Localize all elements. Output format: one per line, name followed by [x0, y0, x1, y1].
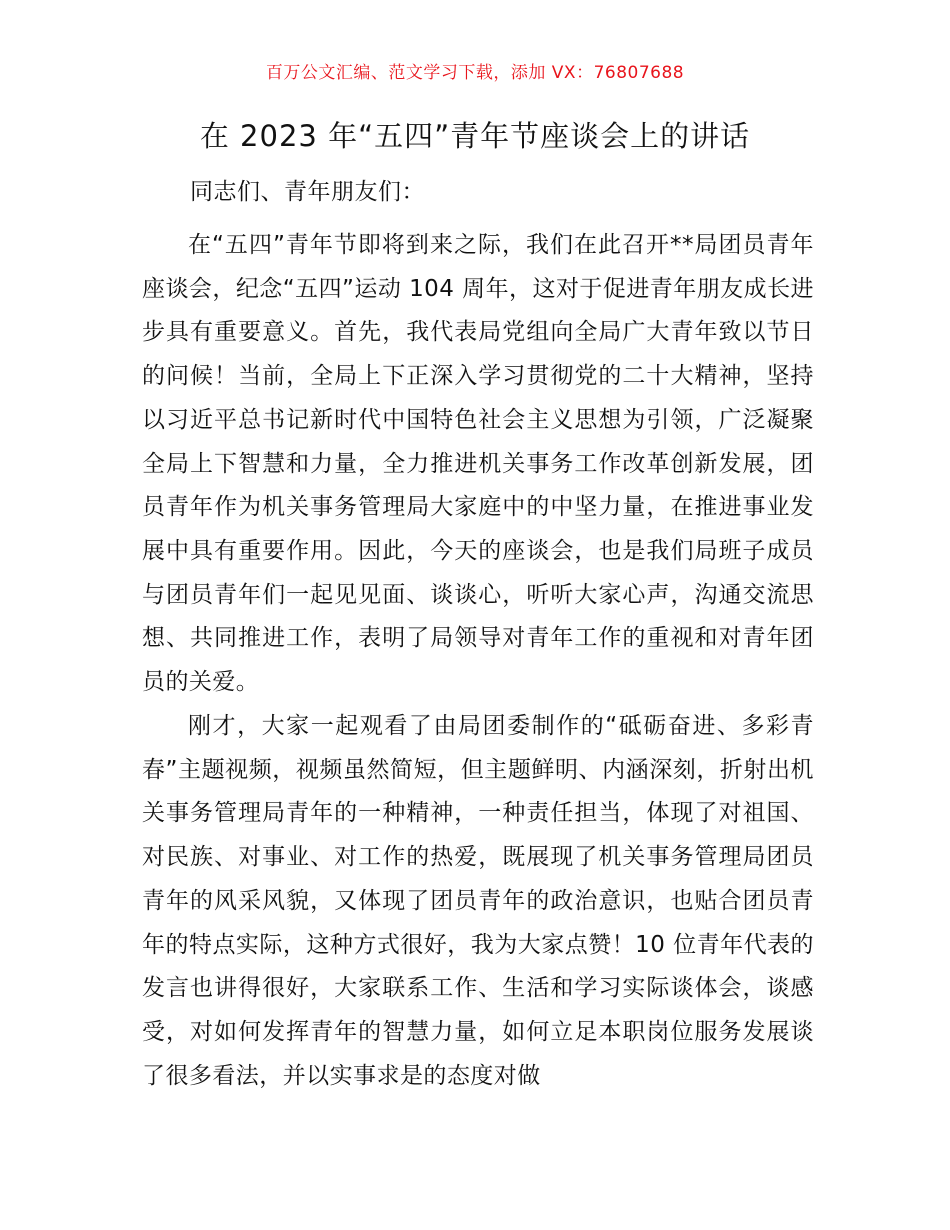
header-banner: 百万公文汇编、范文学习下载，添加 VX：76807688 — [265, 63, 685, 83]
document-title: 在 2023 年“五四”青年节座谈会上的讲话 — [199, 119, 751, 153]
paragraph-2: 刚才，大家一起观看了由局团委制作的“砥砺奋进、多彩青春”主题视频，视频虽然简短，但主题鲜明、内涵深刻，折射出机关事务管理局青年的一种精神，一种责任担当，体现了对祖国、对民族、对事业、对工作的热爱，既展现了机关事务管理局团员青年的风采风貌，又体现了团员青年的政治意识，也贴合团员青年的特点实际，这种方式很好，我为大家点赞！10 位青年代表的发言也讲得很好，大家联系工作、生活和学习实际谈体会，谈感受，对如何发挥青年的智慧力量，如何立足本职岗位服务发展谈了很多看法，并以实事求是的态度对做 — [142, 713, 814, 1089]
paragraph-1: 在“五四”青年节即将到来之际，我们在此召开**局团员青年座谈会，纪念“五四”运动 104 周年，这对于促进青年朋友成长进步具有重要意义。首先，我代表局党组向全局广大青年致以节日的问候！当前，全局上下正深入学习贯彻党的二十大精神，坚持以习近平总书记新时代中国特色社会主义思想为引领，广泛凝聚全局上下智慧和力量，全力推进机关事务工作改革创新发展，团员青年作为机关事务管理局大家庭中的中坚力量，在推进事业发展中具有重要作用。因此，今天的座谈会，也是我们局班子成员与团员青年们一起见见面、谈谈心，听听大家心声，沟通交流思想、共同推进工作，表明了局领导对青年工作的重视和对青年团员的关爱。 — [142, 232, 814, 696]
body-text-2 — [142, 705, 814, 1098]
salutation: 同志们、青年朋友们： — [190, 179, 425, 205]
body-text — [142, 224, 814, 705]
